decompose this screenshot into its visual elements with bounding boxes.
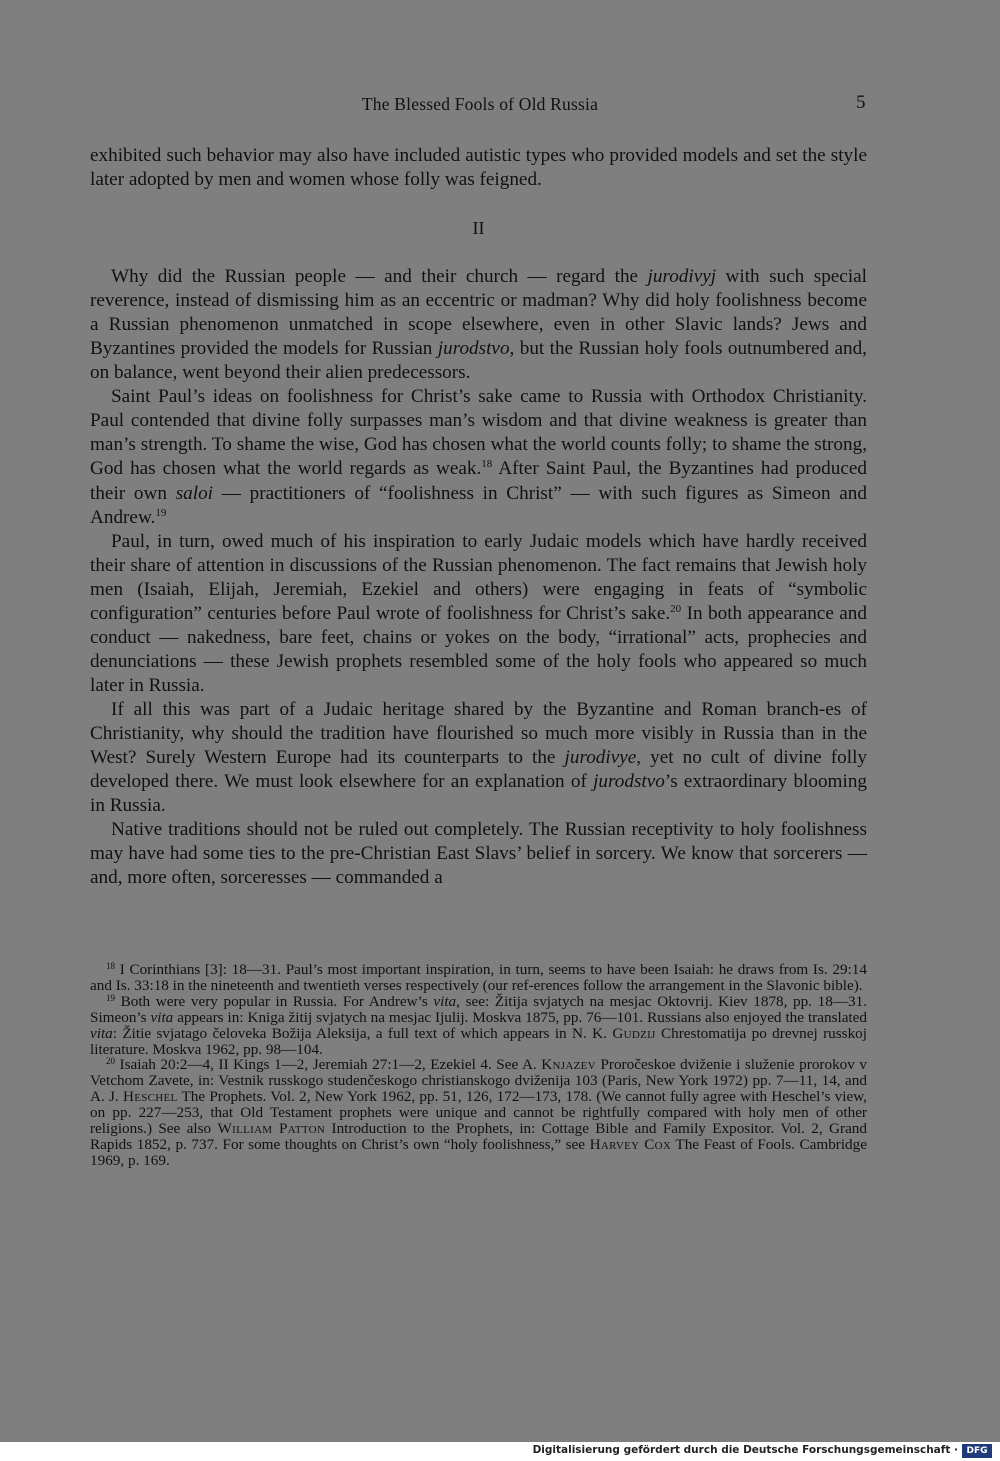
footnote-text: I Corinthians [3]: 18—31. Paul’s most important inspiration, in turn, seems to have been Isaiah: he draws from Is. 29:14 and Is. 33:18 in the nineteenth and twentieth verses respectively (our ref-erences follow the arrangement in the Slavonic bible). xyxy=(90,961,867,994)
page-number: 5 xyxy=(856,92,866,113)
footnote-ref: 20 xyxy=(670,602,682,615)
footnote-ref: 18 xyxy=(481,458,493,471)
text-run: Paul, in turn, owed much of his inspiration to early Judaic models which have hardly received their share of attention in discussions of the Russian phenomenon. The fact remains that Jewish holy men (Isaiah, Elijah, Jeremiah, Ezekiel and others) were engaging in feats of “symbolic configuration” centuries before Paul wrote of foolishness for Christ’s sake. xyxy=(90,530,867,624)
paragraph xyxy=(90,530,867,698)
footnote-number: 18 xyxy=(106,961,115,971)
footnote-text: Both were very popular in Russia. For Andrew’s xyxy=(115,992,434,1010)
footnote-number: 19 xyxy=(106,992,115,1003)
paragraph xyxy=(90,698,867,818)
digitization-footer xyxy=(0,1442,1000,1461)
footnote-text: The Feast of Fools. Cambridge 1969, p. 169. xyxy=(90,1135,867,1169)
author-name: William Patton xyxy=(217,1120,326,1138)
text-run: , yet no cult of divine folly developed there. We must look elsewhere for an explanation of xyxy=(90,747,867,793)
italic-term: jurodstvo xyxy=(437,338,510,360)
italic-term: jurodivyj xyxy=(647,266,717,288)
footnote-text: appears in: Kniga žitij svjatych na mesjac Ijulij. Moskva 1875, pp. 76—101. Russians also enjoyed the translated xyxy=(173,1008,867,1026)
paragraph xyxy=(90,385,867,529)
paragraph: Native traditions should not be ruled out completely. The Russian receptivity to holy foolishness may have had some ties to the pre-Christian East Slavs’ belief in sorcery. We know that sorcerers — and, more often, sorceresses — commanded a xyxy=(90,819,867,889)
text-run: — practitioners of “foolishness in Christ” — with such figures as Simeon and Andrew. xyxy=(90,482,867,528)
italic-term: vita xyxy=(150,1008,174,1026)
footnote-text: : Žitie svjatago čeloveka Božija Aleksija, a full text of which appears in N. K. xyxy=(112,1024,613,1042)
text-run: Saint Paul’s ideas on foolishness for Christ’s sake came to Russia with Orthodox Christianity. Paul contended that divine folly surpasses man’s wisdom and that divine weakness is greater than man’s strength. To shame the wise, God has chosen what the world counts folly; to shame the strong, God has chosen what the world regards as weak. xyxy=(90,386,867,480)
footnote-text: Proročeskoe dviženie i služenie prorokov v Vetchom Zavete, in: Vestnik russkogo studenčeskogo christianskogo dviženija 103 (Paris, New York 1972) pp. 7—11, 14, and A. J. xyxy=(90,1056,868,1106)
text-run: ’s extraordinary blooming in Russia. xyxy=(90,771,868,817)
running-head: The Blessed Fools of Old Russia xyxy=(361,94,599,114)
italic-term: saloi xyxy=(175,482,214,504)
footnotes xyxy=(90,962,867,1169)
italic-term: jurodstvo xyxy=(593,771,665,793)
text-run: If all this was part of a Judaic heritage shared by the Byzantine and Roman branch-es of Christianity, why should the tradition have flourished so much more visibly in Russia than in the West? Surely Western Europe had its counterparts to the xyxy=(90,698,867,769)
footnote-19 xyxy=(90,994,867,1058)
footnote-20 xyxy=(90,1057,867,1168)
footnote-text: The Prophets. Vol. 2, New York 1962, pp. 51, 126, 172—173, 178. (We cannot fully agree with Heschel’s view, on pp. 227—253, that Old Testament prophets were unique and cannot be rightfully compared with holy men of other religions.) See also xyxy=(90,1088,867,1138)
author-name: Heschel xyxy=(122,1088,178,1106)
footnote-text: Introduction to the Prophets, in: Cottage Bible and Family Expositor. Vol. 2, Grand Rapids 1852, p. 737. For some thoughts on Christ’s own “holy foolishness,” see xyxy=(90,1120,867,1153)
footnote-text: Isaiah 20:2—4, II Kings 1—2, Jeremiah 27:1—2, Ezekiel 4. See A. xyxy=(115,1056,542,1074)
italic-term: vita xyxy=(433,992,457,1010)
author-name: Knjazev xyxy=(541,1056,596,1074)
text-run: In both appearance and conduct — nakedness, bare feet, chains or yokes on the body, “irrational” acts, prophecies and denunciations — these Jewish prophets resembled some of the holy fools who appeared so much later in Russia. xyxy=(90,602,867,696)
text-run: After Saint Paul, the Byzantines had produced their own xyxy=(90,458,867,504)
italic-term: jurodivye xyxy=(564,747,637,769)
footnote-text: , see: Žitija svjatych na mesjac Oktovrij. Kiev 1878, pp. 18—31. Simeon’s xyxy=(90,992,868,1026)
footnote-number: 20 xyxy=(106,1056,115,1067)
author-name: Harvey Cox xyxy=(589,1135,672,1153)
funding-note: Digitalisierung gefördert durch die Deutsche Forschungsgemeinschaft · xyxy=(532,1444,958,1456)
footnote-ref: 19 xyxy=(155,506,167,519)
paragraph-continued: exhibited such behavior may also have included autistic types who provided models and set the style later adopted by men and women whose folly was feigned. xyxy=(90,145,867,191)
paragraph xyxy=(90,265,867,385)
text-run: Why did the Russian people — and their church — regard the xyxy=(111,266,648,288)
author-name: Gudzij xyxy=(612,1024,656,1042)
dfg-logo: DFG xyxy=(962,1444,992,1458)
text-run: , but the Russian holy fools outnumbered and, on balance, went beyond their alien predecessors. xyxy=(90,338,867,384)
footnote-text: Chrestomatija po drevnej russkoj literature. Moskva 1962, pp. 98—104. xyxy=(90,1024,867,1058)
text-run: with such special reverence, instead of dismissing him as an eccentric or madman? Why did holy foolishness become a Russian phenomenon unmatched in scope elsewhere, even in other Slavic lands? Jews and Byzantines provided the models for Russian xyxy=(90,266,867,360)
section-heading: II xyxy=(472,218,485,239)
italic-term: vita xyxy=(90,1024,113,1042)
body-text xyxy=(90,144,867,890)
footnote-18 xyxy=(90,962,867,994)
